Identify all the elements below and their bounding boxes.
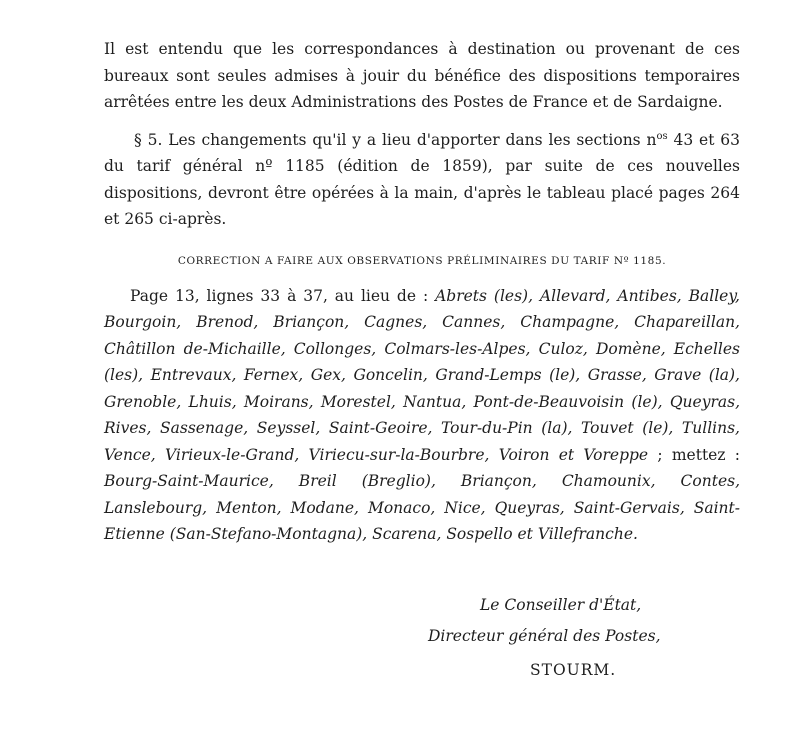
section-5-superscript: os: [656, 130, 668, 142]
paragraph-section-5: [104, 124, 740, 233]
correction-mid: ; mettez :: [648, 445, 740, 464]
correction-list-after: Bourg-Saint-Maurice, Breil (Breglio), Briançon, Chamounix, Contes, Lanslebourg, Menton, Modane, Monaco, Nice, Queyras, Saint-Gervais, Saint-Etienne (San-Stefano-Montagna), Scarena, Sospello et Villefranche.: [104, 472, 740, 544]
section-5-text-prefix: § 5. Les changements qu'il y a lieu d'apporter dans les sections n: [134, 130, 657, 149]
signature-name: STOURM.: [530, 661, 617, 679]
correction-list-before: Abrets (les), Allevard, Antibes, Balley, Bourgoin, Brenod, Briançon, Cagnes, Cannes, Champagne, Chapareillan, Châtillon de-Michaille, Collonges, Colmars-les-Alpes, Culoz, Domène, Echelles (les), Entrevaux, Fernex, Gex, Goncelin, Grand-Lemps (le), Grasse, Grave (la), Grenoble, Lhuis, Moirans, Morestel, Nantua, Pont-de-Beauvoisin (le), Queyras, Rives, Sassenage, Seyssel, Saint-Geoire, Tour-du-Pin (la), Touvet (le), Tullins, Vence, Virieux-le-Grand, Viriecu-sur-la-Bourbre, Voiron et Voreppe: [104, 286, 740, 464]
correction-paragraph: [104, 283, 740, 548]
correction-heading-text: CORRECTION A FAIRE AUX OBSERVATIONS PRÉLIMINAIRES DU TARIF Nº 1185.: [177, 254, 667, 267]
correction-heading: [104, 255, 740, 267]
correction-lead: Page 13, lignes 33 à 37, au lieu de :: [130, 286, 436, 305]
document-page: [104, 36, 740, 548]
paragraph-correspondances: Il est entendu que les correspondances à destination ou provenant de ces bureaux sont seules admises à jouir du bénéfice des dispositions temporaires arrêtées entre les deux Administrations des Postes de France et de Sardaigne.: [104, 40, 740, 111]
signature-title: Le Conseiller d'État,: [480, 596, 642, 614]
section-5-text-suffix: 43 et 63 du tarif général nº 1185 (édition de 1859), par suite de ces nouvelles dispositions, devront être opérées à la main, d'après le tableau placé pages 264 et 265 ci-après.: [104, 130, 740, 229]
signature-role: Directeur général des Postes,: [428, 627, 661, 645]
